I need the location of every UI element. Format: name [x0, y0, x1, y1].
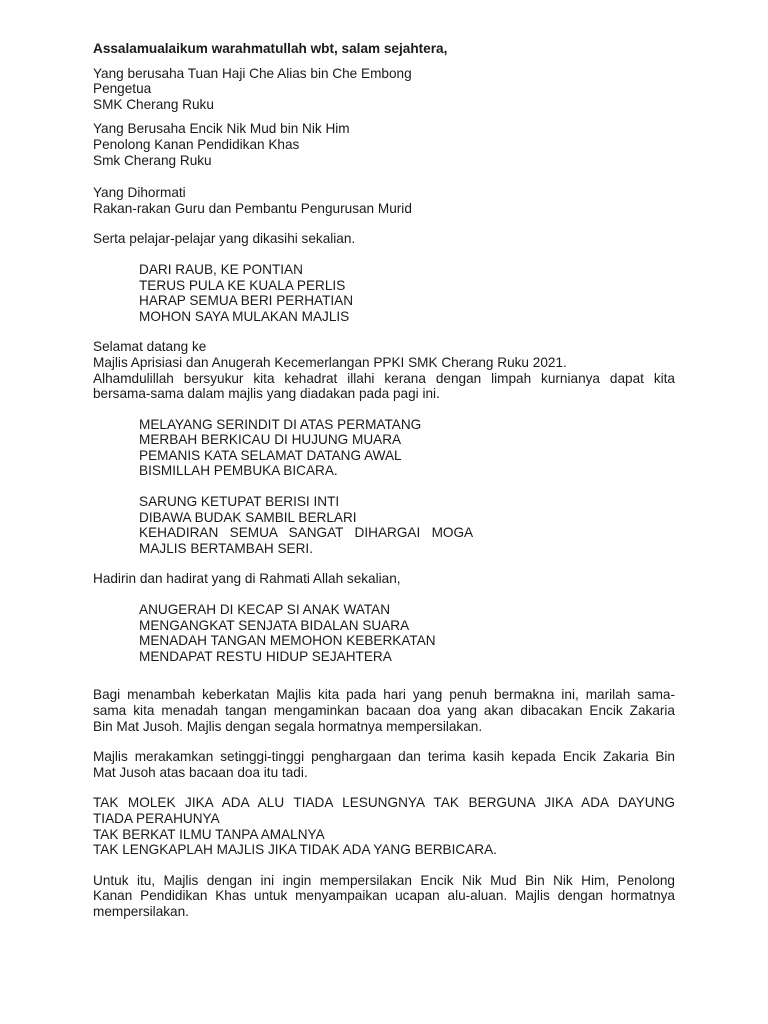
pantun-line: MOHON SAYA MULAKAN MAJLIS	[139, 308, 350, 324]
hadirin-greeting: Hadirin dan hadirat yang di Rahmati Allah sekalian,	[93, 571, 401, 587]
address-line: Pengetua	[93, 81, 152, 97]
pantun-line: PEMANIS KATA SELAMAT DATANG AWAL	[139, 447, 402, 463]
speech-document	[93, 41, 675, 920]
pantun-line: KEHADIRAN SEMUA SANGAT DIHARGAI MOGA	[139, 525, 474, 541]
address-line: Smk Cherang Ruku	[93, 152, 212, 168]
pantun-line: ANUGERAH DI KECAP SI ANAK WATAN	[139, 602, 391, 618]
paragraph-line: Mat Jusoh atas bacaan doa itu tadi.	[93, 764, 308, 780]
pantun-line: MENDAPAT RESTU HIDUP SEJAHTERA	[139, 648, 392, 664]
pantun-line: DIBAWA BUDAK SAMBIL BERLARI	[139, 509, 357, 525]
greeting: Assalamualaikum warahmatullah wbt, salam sejahtera,	[93, 41, 448, 56]
address-line: Yang Berusaha Encik Nik Mud bin Nik Him	[93, 121, 350, 137]
paragraph-line: TAK MOLEK JIKA ADA ALU TIADA LESUNGNYA TAK BERGUNA JIKA ADA DAYUNG	[93, 795, 675, 811]
paragraph-line: mempersilakan.	[93, 903, 189, 919]
paragraph-line: sama kita menadah tangan mengaminkan bacaan doa yang akan dibacakan Encik Zakaria	[93, 703, 675, 718]
address-principal	[93, 66, 675, 113]
paragraph-line: TIADA PERAHUNYA	[93, 810, 220, 826]
thanks-paragraph	[93, 749, 675, 780]
pantun-line: HARAP SEMUA BERI PERHATIAN	[139, 293, 354, 309]
pantun-anugerah	[93, 602, 675, 664]
students-greeting: Serta pelajar-pelajar yang dikasihi sekalian.	[93, 231, 356, 247]
address-line: Yang Dihormati	[93, 185, 186, 201]
pantun-line: BISMILLAH PEMBUKA BICARA.	[139, 463, 338, 479]
pantun-opening	[93, 262, 675, 324]
closing-paragraph	[93, 873, 675, 920]
paragraph-line: bersama-sama dalam majlis yang diadakan pada pagi ini.	[93, 386, 440, 402]
address-teachers	[93, 185, 675, 216]
paragraph-line: Bagi menambah keberkatan Majlis kita pada hari yang penuh bermakna ini, marilah sama-	[93, 687, 675, 703]
paragraph-line: Untuk itu, Majlis dengan ini ingin mempersilakan Encik Nik Mud Bin Nik Him, Penolong	[93, 872, 675, 888]
paragraph-line: Majlis Aprisiasi dan Anugerah Kecemerlangan PPKI SMK Cherang Ruku 2021.	[93, 354, 567, 370]
pantun-line: MENADAH TANGAN MEMOHON KEBERKATAN	[139, 633, 436, 649]
pantun-line: MENGANGKAT SENJATA BIDALAN SUARA	[139, 617, 410, 633]
pantun-line: MELAYANG SERINDIT DI ATAS PERMATANG	[139, 416, 422, 432]
paragraph-line: TAK LENGKAPLAH MAJLIS JIKA TIDAK ADA YANG BERBICARA.	[93, 842, 497, 858]
pantun-line: MAJLIS BERTAMBAH SERI.	[139, 540, 313, 556]
pantun-line: MERBAH BERKICAU DI HUJUNG MUARA	[139, 432, 402, 448]
paragraph-line: Alhamdulillah bersyukur kita kehadrat illahi kerana dengan limpah kurnianya dapat kita	[93, 370, 675, 386]
paragraph-line: Kanan Pendidikan Khas untuk menyampaikan ucapan alu-aluan. Majlis dengan hormatnya	[93, 888, 675, 904]
address-line: SMK Cherang Ruku	[93, 96, 214, 112]
saying-paragraph	[93, 795, 675, 857]
address-line: Yang berusaha Tuan Haji Che Alias bin Che Embong	[93, 65, 412, 81]
pantun-line: SARUNG KETUPAT BERISI INTI	[139, 494, 340, 510]
paragraph-line: Majlis merakamkan setinggi-tinggi penghargaan dan terima kasih kepada Encik Zakaria Bin	[93, 749, 675, 765]
address-line: Rakan-rakan Guru dan Pembantu Pengurusan Murid	[93, 200, 412, 216]
address-assistant	[93, 121, 675, 168]
paragraph-line: Selamat datang ke	[93, 339, 207, 355]
pantun-line: DARI RAUB, KE PONTIAN	[139, 261, 303, 277]
doa-paragraph	[93, 687, 675, 734]
address-line: Penolong Kanan Pendidikan Khas	[93, 136, 300, 152]
paragraph-line: TAK BERKAT ILMU TANPA AMALNYA	[93, 826, 325, 842]
pantun-welcome	[93, 417, 675, 479]
pantun-line: TERUS PULA KE KUALA PERLIS	[139, 277, 346, 293]
pantun-ketupat	[93, 494, 675, 556]
paragraph-line: Bin Mat Jusoh. Majlis dengan segala hormatnya mempersilakan.	[93, 718, 483, 734]
welcome-paragraph	[93, 339, 675, 401]
